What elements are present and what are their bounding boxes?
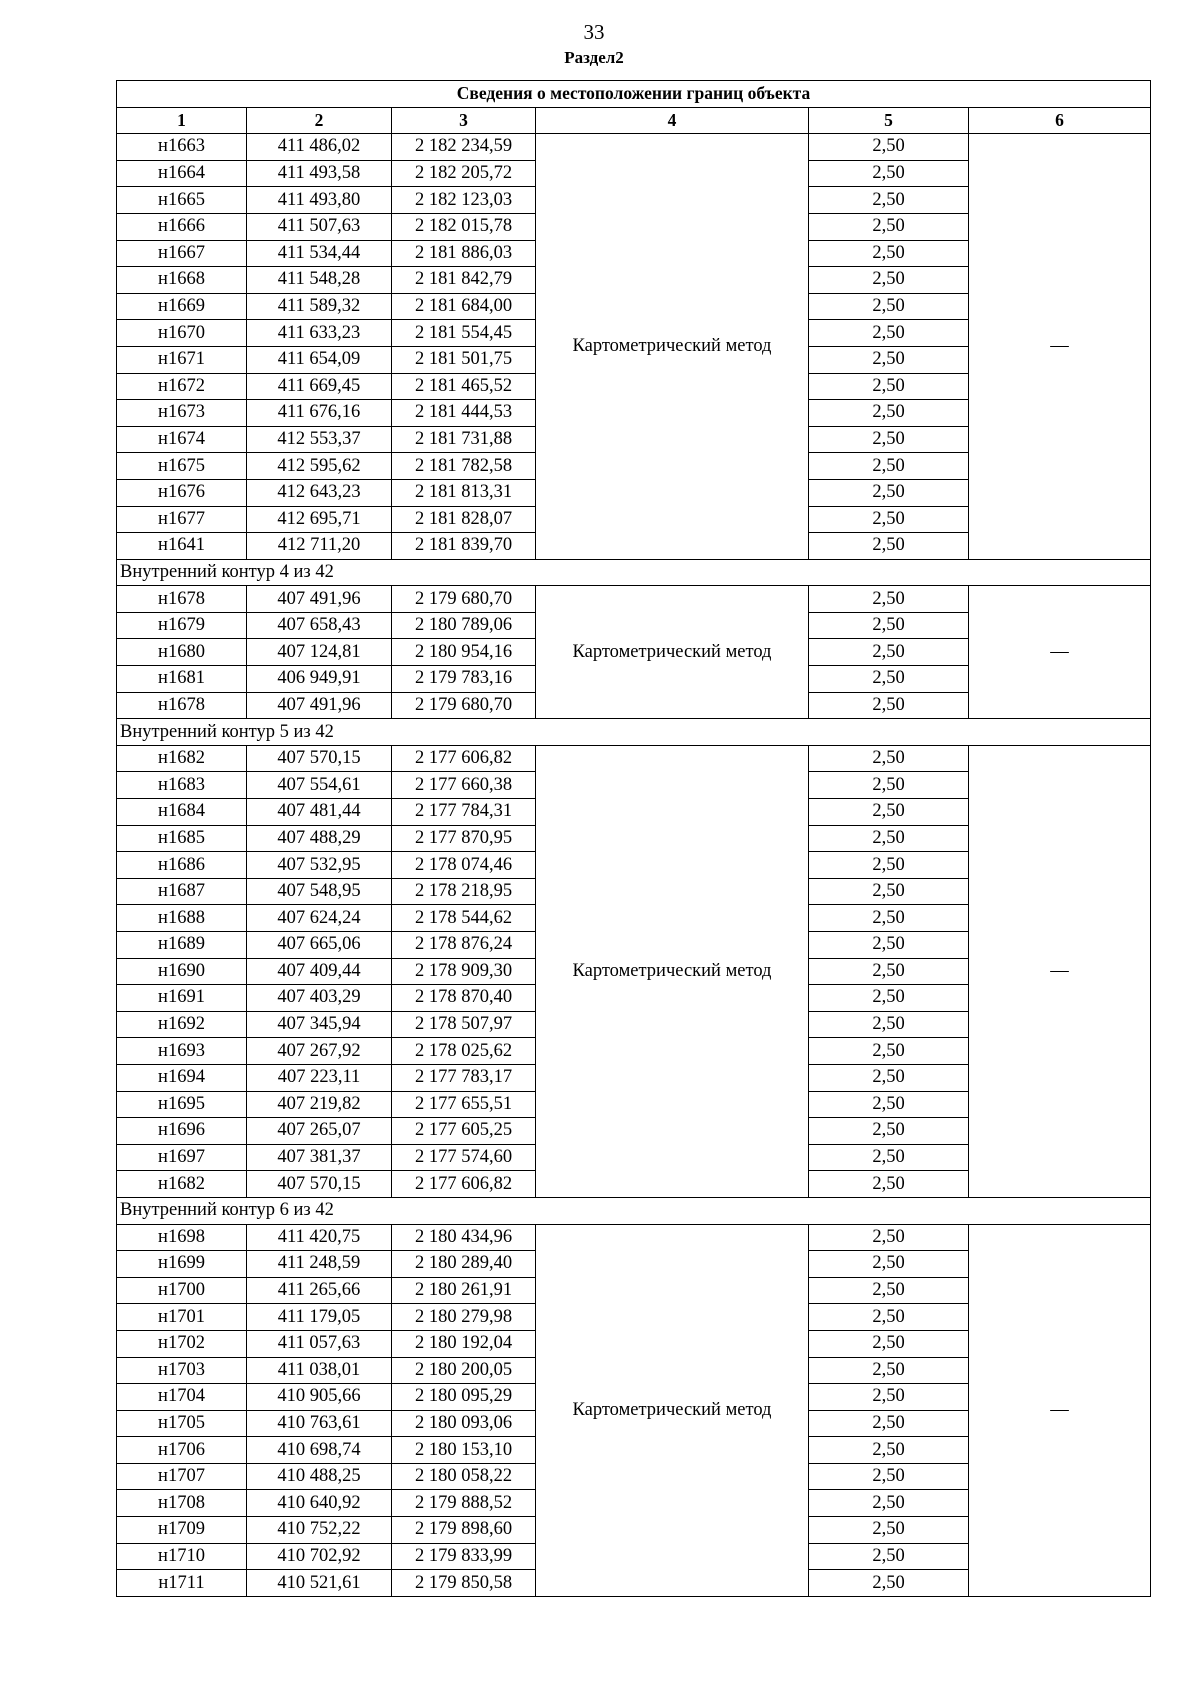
coordinate-y: 2 181 554,45 [392,320,536,347]
coordinate-x: 411 534,44 [247,240,392,267]
point-name: н1682 [117,745,247,772]
coordinate-x: 411 265,66 [247,1277,392,1304]
coordinate-y: 2 178 218,95 [392,878,536,905]
coordinate-y: 2 181 501,75 [392,346,536,373]
accuracy-value: 2,50 [809,1570,969,1597]
accuracy-value: 2,50 [809,639,969,666]
coordinate-x: 412 711,20 [247,533,392,560]
coordinate-x: 407 481,44 [247,799,392,826]
accuracy-value: 2,50 [809,267,969,294]
coordinate-y: 2 180 095,29 [392,1384,536,1411]
coordinate-y: 2 179 833,99 [392,1543,536,1570]
point-name: н1666 [117,213,247,240]
coordinate-x: 411 548,28 [247,267,392,294]
point-name: н1691 [117,985,247,1012]
point-name: н1668 [117,267,247,294]
coordinate-y: 2 177 784,31 [392,799,536,826]
page-number: 33 [583,20,605,44]
table-title-row [117,81,1151,108]
point-name: н1689 [117,932,247,959]
contour-header-row [117,719,1151,746]
coordinate-y: 2 177 574,60 [392,1144,536,1171]
coordinate-x: 411 420,75 [247,1224,392,1251]
coordinate-x: 410 763,61 [247,1410,392,1437]
coordinate-x: 411 179,05 [247,1304,392,1331]
coordinate-x: 407 381,37 [247,1144,392,1171]
coordinate-x: 411 493,80 [247,187,392,214]
coordinate-y: 2 179 898,60 [392,1517,536,1544]
coordinate-y: 2 177 605,25 [392,1118,536,1145]
table-row [117,1224,1151,1251]
point-name: н1708 [117,1490,247,1517]
coordinate-y: 2 180 200,05 [392,1357,536,1384]
coordinate-x: 407 267,92 [247,1038,392,1065]
coordinate-y: 2 181 684,00 [392,293,536,320]
method-cell: Картометрический метод [536,134,809,560]
point-name: н1711 [117,1570,247,1597]
point-name: н1703 [117,1357,247,1384]
coordinate-y: 2 181 842,79 [392,267,536,294]
coordinate-y: 2 178 025,62 [392,1038,536,1065]
coordinate-x: 407 532,95 [247,852,392,879]
point-name: н1697 [117,1144,247,1171]
accuracy-value: 2,50 [809,160,969,187]
column-number-2: 2 [247,107,392,134]
accuracy-value: 2,50 [809,134,969,161]
point-name: н1678 [117,586,247,613]
accuracy-value: 2,50 [809,1277,969,1304]
coordinate-x: 407 491,96 [247,586,392,613]
point-name: н1685 [117,825,247,852]
coordinate-y: 2 181 839,70 [392,533,536,560]
coordinate-y: 2 181 886,03 [392,240,536,267]
coordinate-y: 2 177 783,17 [392,1064,536,1091]
coordinate-y: 2 181 813,31 [392,479,536,506]
accuracy-value: 2,50 [809,506,969,533]
point-name: н1690 [117,958,247,985]
coordinate-y: 2 182 123,03 [392,187,536,214]
coordinate-y: 2 181 465,52 [392,373,536,400]
method-cell: Картометрический метод [536,745,809,1197]
coordinate-y: 2 181 828,07 [392,506,536,533]
column-number-4: 4 [536,107,809,134]
coordinate-x: 407 491,96 [247,692,392,719]
coordinate-x: 407 554,61 [247,772,392,799]
point-name: н1669 [117,293,247,320]
coordinate-x: 407 265,07 [247,1118,392,1145]
point-name: н1705 [117,1410,247,1437]
method-cell: Картометрический метод [536,586,809,719]
coordinate-x: 407 345,94 [247,1011,392,1038]
coordinate-y: 2 177 660,38 [392,772,536,799]
table-body [117,134,1151,1597]
method-cell: Картометрический метод [536,1224,809,1596]
coordinate-y: 2 179 680,70 [392,586,536,613]
accuracy-value: 2,50 [809,1330,969,1357]
accuracy-value: 2,50 [809,1171,969,1198]
coordinate-x: 407 124,81 [247,639,392,666]
coordinate-y: 2 180 058,22 [392,1463,536,1490]
table-title: Сведения о местоположении границ объекта [117,81,1151,108]
coordinate-x: 411 589,32 [247,293,392,320]
coordinate-y: 2 182 205,72 [392,160,536,187]
coordinate-y: 2 180 789,06 [392,612,536,639]
column-6-dash: — [969,745,1151,1197]
accuracy-value: 2,50 [809,1437,969,1464]
point-name: н1667 [117,240,247,267]
coordinate-y: 2 180 192,04 [392,1330,536,1357]
accuracy-value: 2,50 [809,533,969,560]
coordinate-x: 407 409,44 [247,958,392,985]
coordinate-x: 407 548,95 [247,878,392,905]
accuracy-value: 2,50 [809,1224,969,1251]
coordinate-x: 410 488,25 [247,1463,392,1490]
coordinate-y: 2 178 507,97 [392,1011,536,1038]
coordinate-y: 2 178 544,62 [392,905,536,932]
accuracy-value: 2,50 [809,1357,969,1384]
coordinate-x: 407 658,43 [247,612,392,639]
coordinate-y: 2 178 870,40 [392,985,536,1012]
accuracy-value: 2,50 [809,240,969,267]
point-name: н1686 [117,852,247,879]
column-6-dash: — [969,134,1151,560]
accuracy-value: 2,50 [809,772,969,799]
coordinate-x: 407 219,82 [247,1091,392,1118]
accuracy-value: 2,50 [809,320,969,347]
accuracy-value: 2,50 [809,586,969,613]
accuracy-value: 2,50 [809,1517,969,1544]
contour-header-row [117,559,1151,586]
accuracy-value: 2,50 [809,400,969,427]
accuracy-value: 2,50 [809,1011,969,1038]
point-name: н1694 [117,1064,247,1091]
accuracy-value: 2,50 [809,213,969,240]
point-name: н1709 [117,1517,247,1544]
accuracy-value: 2,50 [809,187,969,214]
accuracy-value: 2,50 [809,1144,969,1171]
coordinate-y: 2 179 680,70 [392,692,536,719]
coordinate-y: 2 178 074,46 [392,852,536,879]
coordinate-y: 2 179 783,16 [392,666,536,693]
coordinate-y: 2 182 015,78 [392,213,536,240]
section-title: Раздел2 [564,48,624,67]
table-row [117,134,1151,161]
point-name: н1692 [117,1011,247,1038]
point-name: н1700 [117,1277,247,1304]
coordinate-y: 2 180 954,16 [392,639,536,666]
coordinate-x: 412 553,37 [247,426,392,453]
coordinate-x: 411 676,16 [247,400,392,427]
column-number-row [117,107,1151,134]
point-name: н1699 [117,1251,247,1278]
coordinate-y: 2 181 731,88 [392,426,536,453]
accuracy-value: 2,50 [809,453,969,480]
coordinate-x: 407 665,06 [247,932,392,959]
point-name: н1679 [117,612,247,639]
point-name: н1677 [117,506,247,533]
coordinate-y: 2 182 234,59 [392,134,536,161]
accuracy-value: 2,50 [809,958,969,985]
coordinate-x: 412 643,23 [247,479,392,506]
coordinate-x: 410 702,92 [247,1543,392,1570]
coordinate-x: 410 752,22 [247,1517,392,1544]
column-number-1: 1 [117,107,247,134]
point-name: н1710 [117,1543,247,1570]
accuracy-value: 2,50 [809,1118,969,1145]
point-name: н1706 [117,1437,247,1464]
coordinate-y: 2 180 279,98 [392,1304,536,1331]
point-name: н1693 [117,1038,247,1065]
accuracy-value: 2,50 [809,745,969,772]
coordinate-x: 407 403,29 [247,985,392,1012]
point-name: н1695 [117,1091,247,1118]
point-name: н1680 [117,639,247,666]
coordinate-y: 2 180 434,96 [392,1224,536,1251]
coordinate-y: 2 177 606,82 [392,745,536,772]
coordinate-x: 410 640,92 [247,1490,392,1517]
coordinate-x: 407 570,15 [247,745,392,772]
point-name: н1696 [117,1118,247,1145]
coordinate-x: 410 521,61 [247,1570,392,1597]
accuracy-value: 2,50 [809,932,969,959]
accuracy-value: 2,50 [809,825,969,852]
accuracy-value: 2,50 [809,1463,969,1490]
accuracy-value: 2,50 [809,666,969,693]
accuracy-value: 2,50 [809,1091,969,1118]
point-name: н1673 [117,400,247,427]
point-name: н1704 [117,1384,247,1411]
point-name: н1674 [117,426,247,453]
coordinate-y: 2 177 655,51 [392,1091,536,1118]
coordinate-x: 407 223,11 [247,1064,392,1091]
accuracy-value: 2,50 [809,1304,969,1331]
point-name: н1672 [117,373,247,400]
coordinate-x: 411 057,63 [247,1330,392,1357]
accuracy-value: 2,50 [809,1543,969,1570]
column-number-5: 5 [809,107,969,134]
coordinate-x: 406 949,91 [247,666,392,693]
accuracy-value: 2,50 [809,1384,969,1411]
coordinate-x: 411 486,02 [247,134,392,161]
coordinate-x: 407 570,15 [247,1171,392,1198]
accuracy-value: 2,50 [809,852,969,879]
accuracy-value: 2,50 [809,692,969,719]
accuracy-value: 2,50 [809,1490,969,1517]
coordinate-x: 411 654,09 [247,346,392,373]
contour-label: Внутренний контур 4 из 42 [117,559,1151,586]
coordinate-y: 2 177 870,95 [392,825,536,852]
column-6-dash: — [969,1224,1151,1596]
coordinate-x: 411 669,45 [247,373,392,400]
coordinate-x: 410 905,66 [247,1384,392,1411]
coordinate-y: 2 180 093,06 [392,1410,536,1437]
point-name: н1664 [117,160,247,187]
point-name: н1683 [117,772,247,799]
coordinate-y: 2 180 289,40 [392,1251,536,1278]
point-name: н1702 [117,1330,247,1357]
accuracy-value: 2,50 [809,346,969,373]
accuracy-value: 2,50 [809,1038,969,1065]
coordinate-y: 2 179 888,52 [392,1490,536,1517]
coordinate-y: 2 181 782,58 [392,453,536,480]
boundary-coordinates-table [116,80,1151,1597]
coordinate-x: 411 493,58 [247,160,392,187]
coordinate-y: 2 180 153,10 [392,1437,536,1464]
coordinate-y: 2 178 876,24 [392,932,536,959]
point-name: н1641 [117,533,247,560]
point-name: н1701 [117,1304,247,1331]
point-name: н1665 [117,187,247,214]
coordinate-x: 411 507,63 [247,213,392,240]
point-name: н1698 [117,1224,247,1251]
coordinate-x: 411 038,01 [247,1357,392,1384]
point-name: н1688 [117,905,247,932]
coordinate-x: 411 248,59 [247,1251,392,1278]
point-name: н1707 [117,1463,247,1490]
coordinate-x: 410 698,74 [247,1437,392,1464]
accuracy-value: 2,50 [809,373,969,400]
accuracy-value: 2,50 [809,293,969,320]
accuracy-value: 2,50 [809,1064,969,1091]
contour-label: Внутренний контур 6 из 42 [117,1197,1151,1224]
point-name: н1676 [117,479,247,506]
accuracy-value: 2,50 [809,905,969,932]
coordinate-y: 2 179 850,58 [392,1570,536,1597]
column-number-3: 3 [392,107,536,134]
point-name: н1681 [117,666,247,693]
coordinate-y: 2 178 909,30 [392,958,536,985]
point-name: н1678 [117,692,247,719]
accuracy-value: 2,50 [809,479,969,506]
column-6-dash: — [969,586,1151,719]
coordinate-x: 407 488,29 [247,825,392,852]
contour-label: Внутренний контур 5 из 42 [117,719,1151,746]
point-name: н1682 [117,1171,247,1198]
column-number-6: 6 [969,107,1151,134]
point-name: н1663 [117,134,247,161]
coordinate-x: 411 633,23 [247,320,392,347]
point-name: н1670 [117,320,247,347]
accuracy-value: 2,50 [809,612,969,639]
coordinate-y: 2 177 606,82 [392,1171,536,1198]
coordinate-x: 412 695,71 [247,506,392,533]
accuracy-value: 2,50 [809,426,969,453]
point-name: н1684 [117,799,247,826]
contour-header-row [117,1197,1151,1224]
accuracy-value: 2,50 [809,878,969,905]
table-row [117,586,1151,613]
point-name: н1671 [117,346,247,373]
accuracy-value: 2,50 [809,985,969,1012]
coordinate-x: 407 624,24 [247,905,392,932]
point-name: н1687 [117,878,247,905]
coordinate-x: 412 595,62 [247,453,392,480]
accuracy-value: 2,50 [809,1251,969,1278]
table-row [117,745,1151,772]
point-name: н1675 [117,453,247,480]
coordinate-y: 2 180 261,91 [392,1277,536,1304]
coordinate-y: 2 181 444,53 [392,400,536,427]
accuracy-value: 2,50 [809,799,969,826]
accuracy-value: 2,50 [809,1410,969,1437]
